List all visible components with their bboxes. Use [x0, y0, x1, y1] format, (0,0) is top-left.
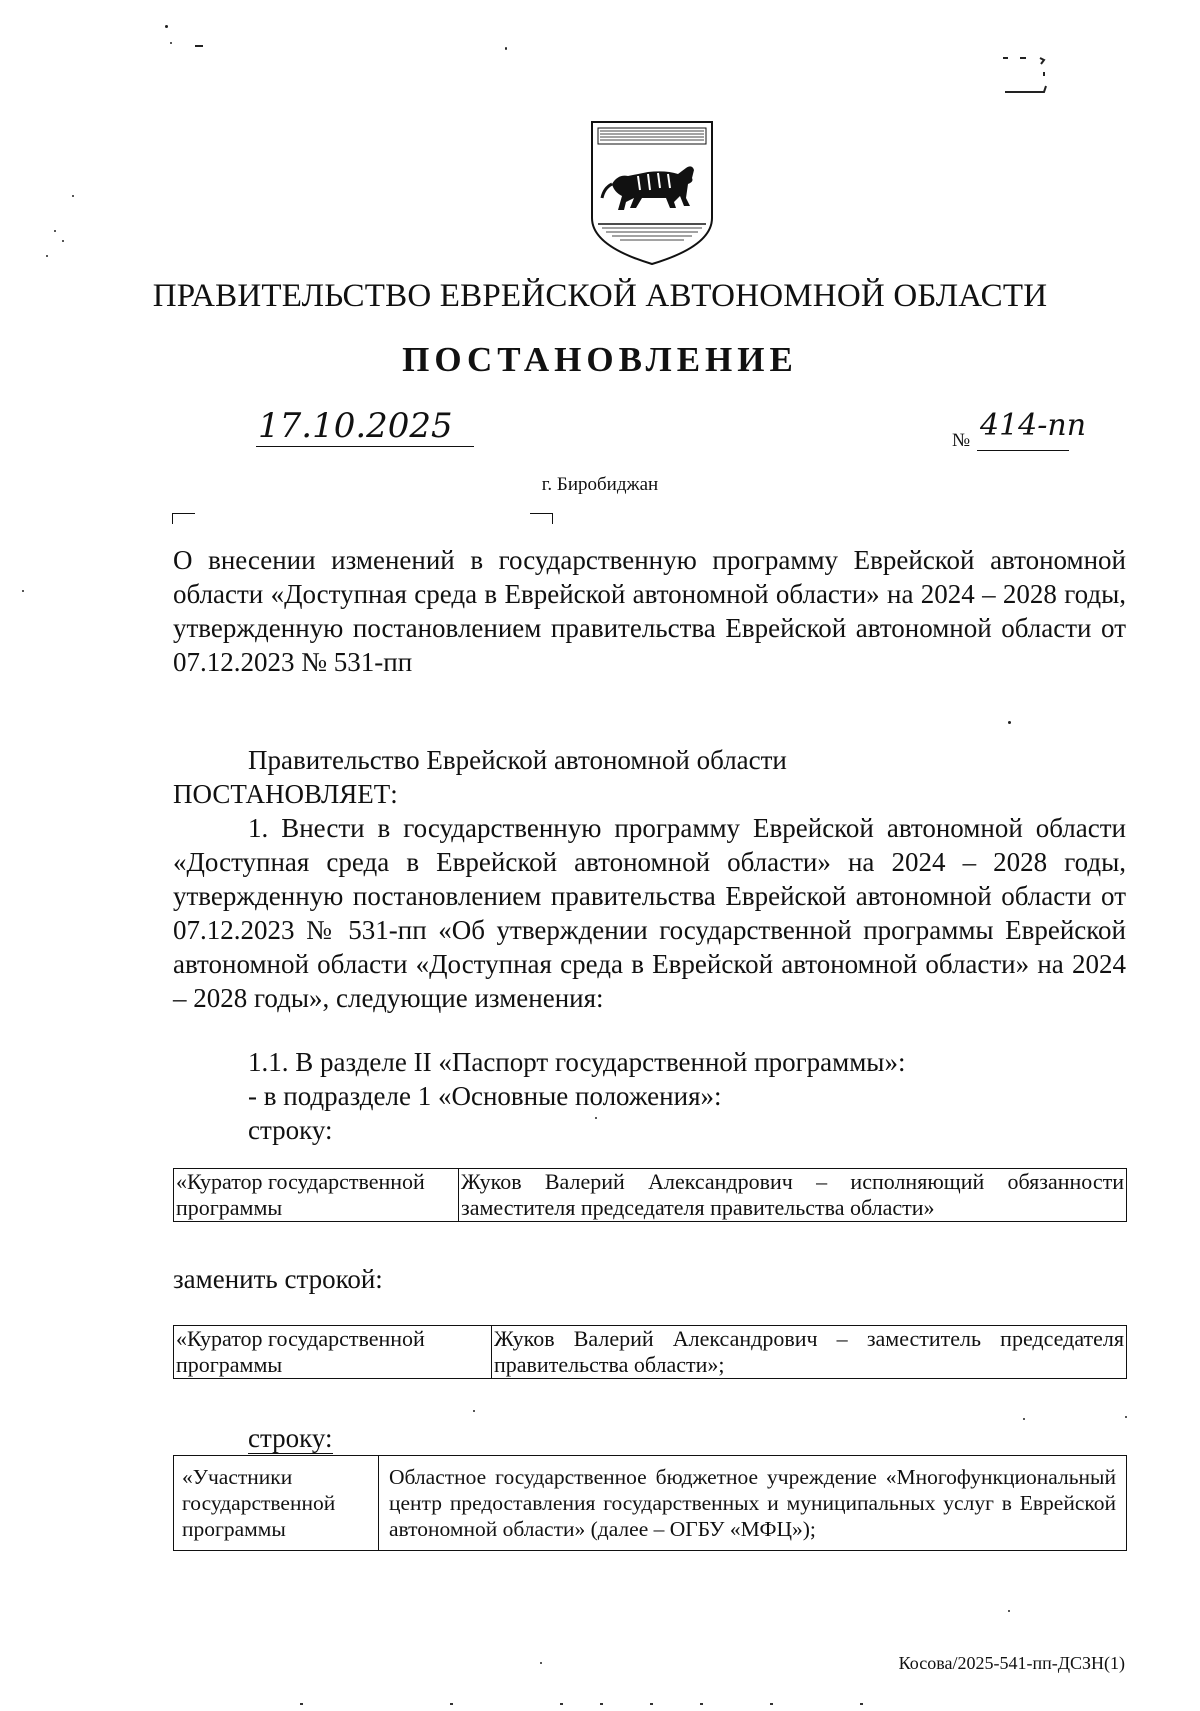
table-participants — [173, 1455, 1127, 1551]
scan-speck — [195, 45, 203, 47]
scan-speck — [46, 255, 48, 257]
scan-speck — [1125, 1416, 1127, 1418]
body-resolves-line: ПОСТАНОВЛЯЕТ: — [173, 779, 398, 809]
table-cell-value: Жуков Валерий Александрович – заместитель председателя правительства области»; — [492, 1326, 1127, 1379]
table-cell-value: Жуков Валерий Александрович – исполняющий обязанности заместителя председателя правительства области» — [459, 1169, 1127, 1222]
handwritten-number: 414-пп — [980, 408, 1087, 443]
body-item-1-1: 1.1. В разделе II «Паспорт государственной программы»: — [248, 1047, 906, 1077]
body-item-1: 1. Внести в государственную программу Еврейской автономной области «Доступная среда в Еврейской автономной области» на 2024 – 2028 годы, утвержденную постановлением правительства Еврейской автономной области от 07.12.2023 № 531-пп «Об утверждении государственной программы Еврейской автономной области «Доступная среда в Еврейской автономной области» на 2024 – 2028 годы», следующие изменения: — [173, 813, 1126, 1013]
body-replace-label: заменить строкой: — [173, 1264, 383, 1294]
scan-speck — [473, 1410, 475, 1412]
body-subsection: - в подразделе 1 «Основные положения»: — [248, 1081, 722, 1111]
scan-speck — [505, 47, 507, 50]
corner-mark-right — [530, 513, 553, 524]
number-label: № — [952, 430, 971, 451]
scan-mark-bottom — [300, 1700, 1000, 1708]
scan-speck — [54, 230, 56, 232]
table-old-curator — [173, 1168, 1127, 1222]
number-underline — [977, 450, 1069, 451]
table-row — [174, 1456, 1127, 1551]
organization-title: ПРАВИТЕЛЬСТВО ЕВРЕЙСКОЙ АВТОНОМНОЙ ОБЛАСТИ — [152, 278, 1048, 314]
scan-speck — [72, 195, 74, 197]
table-row — [174, 1326, 1127, 1379]
scan-speck — [540, 1662, 542, 1664]
handwritten-date: 17.10.2025 — [258, 406, 453, 446]
table-row — [174, 1169, 1127, 1222]
coat-of-arms-emblem — [588, 118, 716, 268]
scan-speck — [170, 42, 172, 44]
table-new-curator — [173, 1325, 1127, 1379]
scan-speck — [1023, 1418, 1025, 1420]
table-cell-label: «Куратор государственной программы — [174, 1326, 492, 1379]
document-subject: О внесении изменений в государственную программу Еврейской автономной области «Доступная среда в Еврейской автономной области» на 2024 – 2028 годы, утвержденную постановлением правительства Еврейской автономной области от 07.12.2023 № 531-пп — [173, 545, 1126, 677]
scan-speck — [1008, 721, 1011, 724]
scan-mark — [1000, 52, 1060, 100]
city-name: г. Биробиджан — [541, 474, 659, 495]
table-cell-label: «Куратор государственной программы — [174, 1169, 459, 1222]
document-type-title: ПОСТАНОВЛЕНИЕ — [402, 340, 798, 379]
date-underline — [256, 446, 474, 447]
body-government-line: Правительство Еврейской автономной области — [248, 745, 787, 775]
table-cell-value: Областное государственное бюджетное учреждение «Многофункциональный центр предоставления государственных и муниципальных услуг в Еврейской автономной области» (далее – ОГБУ «МФЦ»); — [379, 1456, 1127, 1551]
scan-speck — [1008, 1610, 1010, 1612]
scan-speck — [22, 590, 24, 592]
scan-speck — [165, 25, 168, 28]
body-row-label-2: строку: — [248, 1423, 333, 1453]
body-row-label: строку: — [248, 1115, 333, 1145]
scan-speck — [62, 240, 64, 242]
corner-mark-left — [172, 513, 195, 524]
table-cell-label: «Участники государственной программы — [174, 1456, 379, 1551]
document-footer-code: Косова/2025-541-пп-ДСЗН(1) — [898, 1653, 1125, 1673]
